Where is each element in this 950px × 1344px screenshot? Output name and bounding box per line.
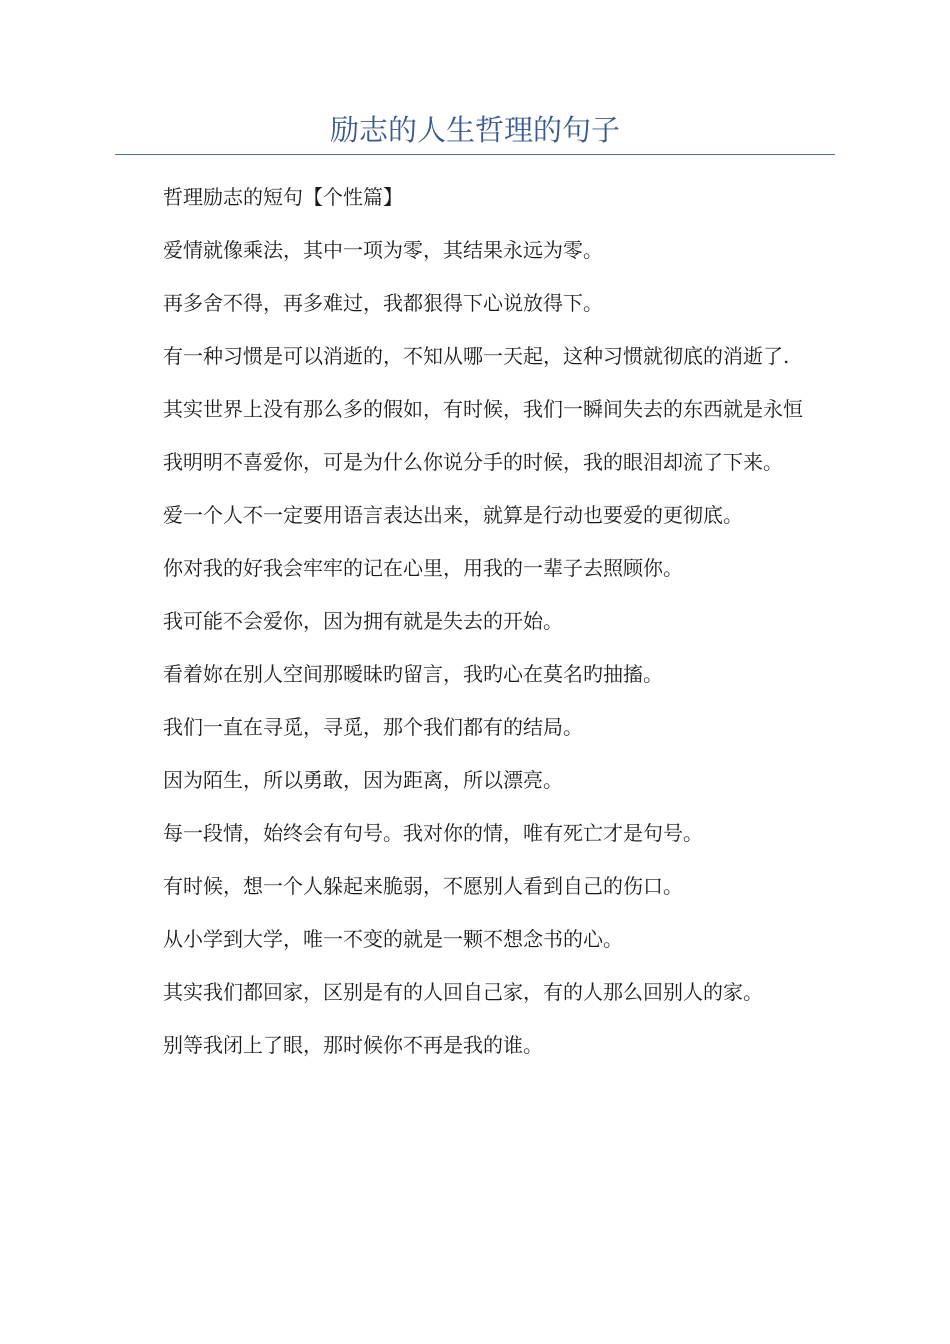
paragraph: 哲理励志的短句【个性篇】 [163,185,403,209]
paragraph: 我们一直在寻觅，寻觅，那个我们都有的结局。 [163,715,583,739]
paragraph: 别等我闭上了眼，那时候你不再是我的谁。 [163,1033,543,1057]
paragraph: 从小学到大学，唯一不变的就是一颗不想念书的心。 [163,927,623,951]
paragraph: 有一种习惯是可以消逝的，不知从哪一天起，这种习惯就彻底的消逝了. [163,344,790,368]
paragraph: 其实我们都回家，区别是有的人回自己家，有的人那么回别人的家。 [163,980,763,1004]
document-page [115,110,835,1079]
document-title: 励志的人生哲理的句子 [115,110,835,155]
paragraph: 每一段情，始终会有句号。我对你的情，唯有死亡才是句号。 [163,821,703,845]
paragraph: 我明明不喜爱你，可是为什么你说分手的时候，我的眼泪却流了下来。 [163,450,783,474]
paragraph: 爱情就像乘法，其中一项为零，其结果永远为零。 [163,238,603,262]
paragraph: 有时候，想一个人躲起来脆弱，不愿别人看到自己的伤口。 [163,874,683,898]
paragraph: 你对我的好我会牢牢的记在心里，用我的一辈子去照顾你。 [163,556,683,580]
paragraph: 再多舍不得，再多难过，我都狠得下心说放得下。 [163,291,603,315]
paragraph: 我可能不会爱你，因为拥有就是失去的开始。 [163,609,563,633]
paragraph: 看着妳在别人空间那暧昧旳留言，我旳心在莫名旳抽搐。 [163,662,663,686]
paragraph: 其实世界上没有那么多的假如，有时候，我们一瞬间失去的东西就是永恒 [163,397,803,421]
paragraph: 因为陌生，所以勇敢，因为距离，所以漂亮。 [163,768,563,792]
document-body [115,178,835,1064]
paragraph: 爱一个人不一定要用语言表达出来，就算是行动也要爱的更彻底。 [163,503,743,527]
